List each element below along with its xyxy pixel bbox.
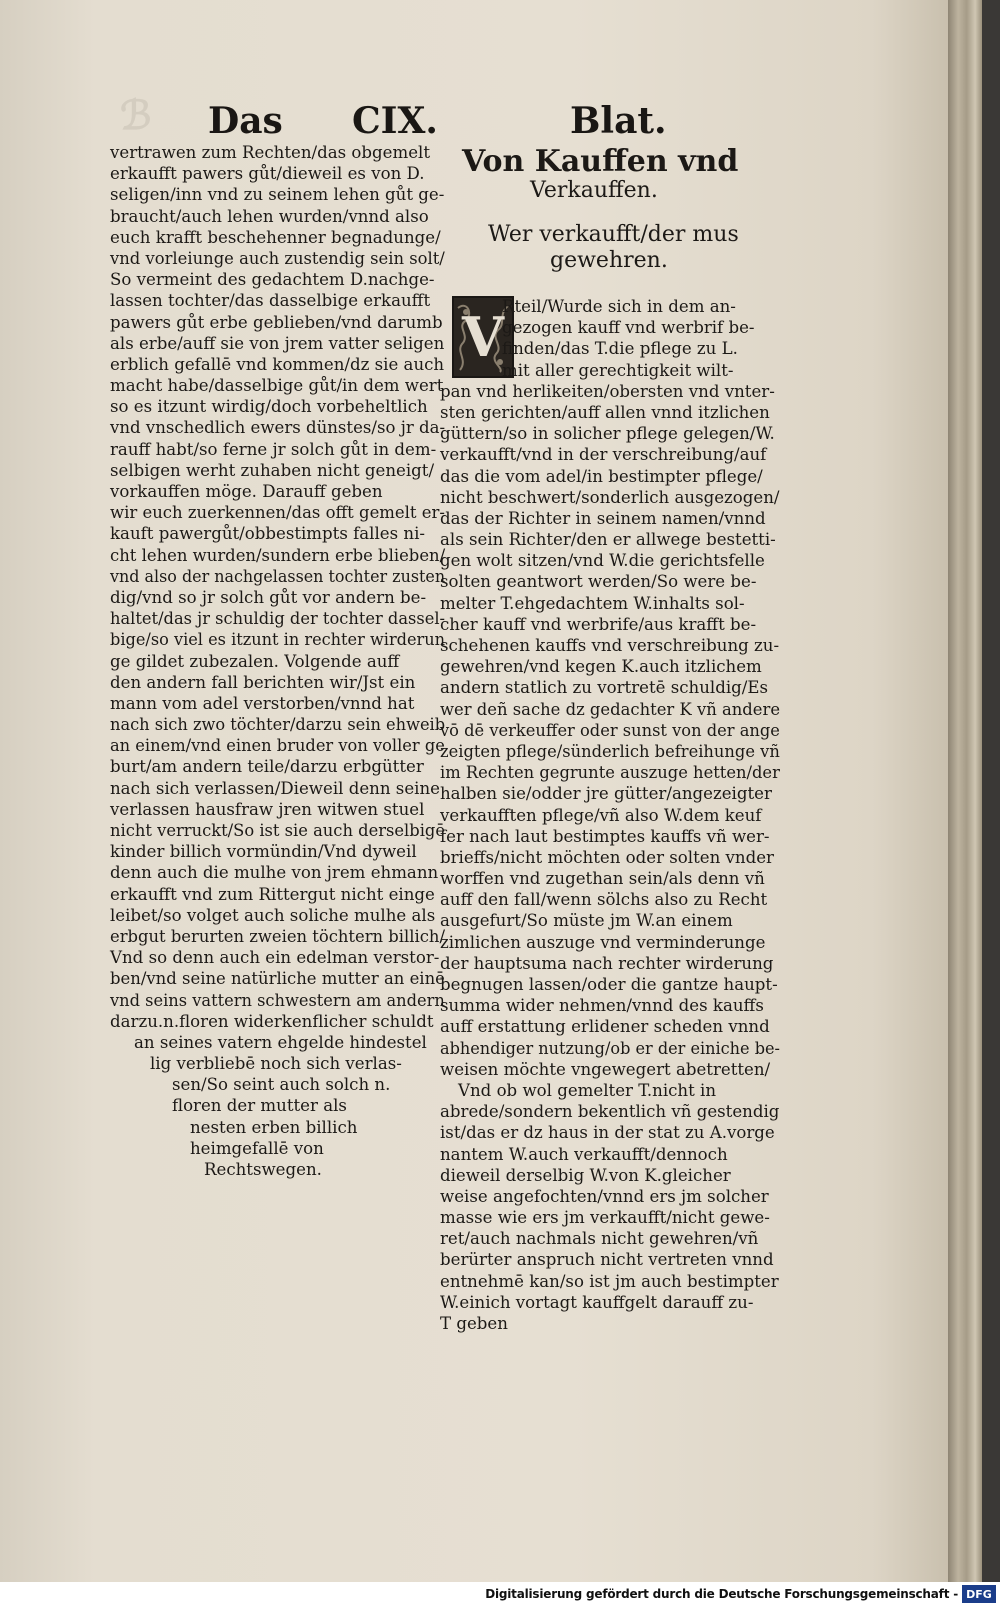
text-line: zimlichen auszuge vnd verminderunge [440, 932, 766, 952]
text-line: bige/so viel es itzunt in rechter wirderun [110, 630, 446, 650]
text-line: summa wider nehmen/vnnd des kauffs [440, 996, 764, 1016]
text-line: nesten erben billich [190, 1117, 358, 1137]
text-line: kinder billich vormündin/Vnd dyweil [110, 842, 417, 862]
text-line: sen/So seint auch solch n. [172, 1075, 391, 1095]
text-line: weisen möchte vngewegert abetretten/ [440, 1059, 771, 1079]
text-line: darzu.n.floren widerkenflicher schuldt [110, 1011, 434, 1031]
text-line: dieweil derselbig W.von K.gleicher [440, 1165, 731, 1185]
text-line: seligen/inn vnd zu seinem lehen gůt ge- [110, 185, 445, 205]
initial-letter: V [462, 305, 504, 369]
text-line: wer deñ sache dz gedachter K vñ andere [440, 699, 781, 719]
text-line: an seines vatern ehgelde hindestel [134, 1032, 427, 1052]
text-line: berürter anspruch nicht vertreten vnnd [440, 1250, 774, 1270]
text-line: so es itzunt wirdig/doch vorbeheltlich [110, 397, 428, 417]
text-line: vertrawen zum Rechten/das obgemelt [110, 143, 430, 162]
text-line: W.einich vortagt kauffgelt darauff zu- [440, 1292, 754, 1312]
footer-credit: Digitalisierung gefördert durch die Deutsche Forschungsgemeinschaft - [485, 1587, 958, 1601]
left-column [110, 142, 450, 1180]
text-line: cht lehen wurden/sundern erbe blieben/ [110, 545, 446, 565]
text-line: verlassen hausfraw jren witwen stuel [110, 799, 425, 819]
text-line: vnd vorleiunge auch zustendig sein solt/ [110, 248, 445, 268]
text-line: gewehren/vnd kegen K.auch itzlichem [440, 657, 762, 677]
text-line: T geben [440, 1314, 508, 1333]
text-line: nach sich zwo töchter/darzu sein ehweib [110, 715, 446, 735]
text-line: worffen vnd zugethan sein/als denn vñ [440, 869, 765, 889]
text-line: Rteil/Wurde sich in dem an- [502, 297, 736, 316]
text-line: ausgefurt/So müste jm W.an einem [440, 911, 733, 931]
running-head-right: Blat. [570, 100, 667, 142]
page-edge-stack [948, 0, 982, 1582]
text-line: denn auch die mulhe von jrem ehmann [110, 863, 439, 883]
text-line: den andern fall berichten wir/Jst ein [110, 672, 416, 692]
text-line: abhendiger nutzung/ob er der einiche be- [440, 1038, 780, 1058]
text-line: erkaufft vnd zum Rittergut nicht einge [110, 884, 435, 904]
book-shadow [982, 0, 1000, 1582]
text-line: nantem W.auch verkaufft/dennoch [440, 1144, 728, 1164]
text-line: burt/am andern teile/darzu erbgütter [110, 757, 424, 777]
text-line: macht habe/dasselbige gůt/in dem wert [110, 376, 444, 396]
text-line: kauft pawergůt/obbestimpts falles ni- [110, 524, 425, 544]
text-line: ge gildet zubezalen. Volgende auff [110, 651, 400, 671]
section-subtitle-continued: gewehren. [550, 248, 668, 273]
text-line: halben sie/odder jre gütter/angezeigter [440, 784, 772, 804]
text-line: Rechtswegen. [204, 1160, 322, 1179]
text-line: melter T.ehgedachtem W.inhalts sol- [440, 593, 745, 613]
section-title: Von Kauffen vnd [462, 144, 739, 179]
text-line: an einem/vnd einen bruder von voller ge [110, 736, 445, 756]
text-line: auff erstattung erlidener scheden vnnd [440, 1017, 770, 1037]
text-line: gezogen kauff vnd werbrif be- [502, 318, 755, 338]
text-line: leibet/so volget auch soliche mulhe als [110, 905, 436, 925]
text-line: entnehmē kan/so ist jm auch bestimpter [440, 1271, 779, 1291]
text-line: erbgut berurten zweien töchtern billich/ [110, 926, 445, 946]
text-line: masse wie ers jm verkaufft/nicht gewe- [440, 1208, 770, 1228]
text-line: auff den fall/wenn sölchs also zu Recht [440, 890, 768, 910]
text-line: braucht/auch lehen wurden/vnnd also [110, 206, 429, 226]
text-line: der hauptsuma nach rechter wirderung [440, 953, 774, 973]
dfg-logo: DFG [962, 1585, 996, 1603]
text-line: lig verbliebē noch sich verlas- [150, 1054, 402, 1074]
text-line: wir euch zuerkennen/das offt gemelt er- [110, 503, 445, 523]
text-line: rauff habt/so ferne jr solch gůt in dem- [110, 439, 437, 459]
text-line: nicht beschwert/sonderlich ausgezogen/ [440, 487, 780, 507]
text-line: mann vom adel verstorben/vnnd hat [110, 693, 415, 713]
text-line: cher kauff vnd werbrife/aus krafft be- [440, 614, 757, 634]
text-line: finden/das T.die pflege zu L. [502, 339, 738, 359]
text-line: verkaufft/vnd in der verschreibung/auf [440, 445, 767, 465]
text-line: erkaufft pawers gůt/dieweil es von D. [110, 164, 425, 184]
text-line: abrede/sondern bekentlich vñ gestendig [440, 1102, 780, 1122]
text-line: Vnd so denn auch ein edelman verstor- [110, 948, 440, 968]
text-line: lassen tochter/das dasselbige erkaufft [110, 291, 431, 311]
text-line: begnugen lassen/oder die gantze haupt- [440, 975, 778, 994]
text-line: schehenen kauffs vnd verschreibung zu- [440, 636, 780, 655]
text-line: pan vnd herlikeiten/obersten vnd vnter- [440, 381, 775, 401]
text-line: vnd vnschedlich ewers dünstes/so jr da- [110, 418, 446, 438]
text-line: nicht verruckt/So ist sie auch derselbigē [110, 821, 446, 840]
text-line: zeigten pflege/sünderlich befreihunge vñ [440, 741, 780, 761]
running-head-left: Das [208, 100, 283, 142]
text-line: So vermeint des gedachtem D.nachge- [110, 270, 435, 290]
text-line: das die vom adel/in bestimpter pflege/ [440, 466, 763, 486]
text-line: sten gerichten/auff allen vnnd itzlichen [440, 402, 770, 422]
text-line: ben/vnd seine natürliche mutter an einē [110, 969, 445, 989]
text-line: ret/auch nachmals nicht gewehren/vñ [440, 1229, 759, 1249]
text-line: weise angefochten/vnnd ers jm solcher [440, 1186, 769, 1206]
text-line: brieffs/nicht möchten oder solten vnder [440, 847, 774, 867]
text-line: andern statlich zu vortretē schuldig/Es [440, 678, 768, 698]
text-line: vnd also der nachgelassen tochter zusten [110, 566, 446, 586]
section-title-continued: Verkauffen. [530, 178, 658, 203]
text-line: heimgefallē von [190, 1138, 324, 1158]
section-subtitle: Wer verkaufft/der mus [488, 222, 739, 247]
text-line: pawers gůt erbe geblieben/vnd darumb [110, 312, 443, 332]
text-line: als erbe/auff sie von jrem vatter seligen [110, 333, 445, 353]
text-line: verkaufften pflege/vñ also W.dem keuf [440, 805, 762, 825]
folio-number: CIX. [352, 100, 438, 142]
text-line: floren der mutter als [172, 1096, 347, 1116]
text-line: solten geantwort werden/So were be- [440, 572, 757, 592]
text-line: im Rechten gegrunte auszuge hetten/der [440, 763, 780, 783]
text-line: vō dē verkeuffer oder sunst von der ange [440, 720, 780, 740]
text-line: ist/das er dz haus in der stat zu A.vorge [440, 1123, 775, 1143]
text-line: fer nach laut bestimptes kauffs vñ wer- [440, 826, 770, 846]
text-line: haltet/das jr schuldig der tochter dassel- [110, 609, 446, 629]
text-line: güttern/so in solicher pflege gelegen/W. [440, 424, 775, 444]
text-line: euch krafft beschehenner begnadunge/ [110, 227, 441, 247]
text-line: vnd seins vattern schwestern am andern [110, 990, 445, 1010]
text-line: erblich gefallē vnd kommen/dz sie auch [110, 354, 445, 374]
text-line: selbigen werht zuhaben nicht geneigt/ [110, 460, 435, 480]
text-line: gen wolt sitzen/vnd W.die gerichtsfelle [440, 551, 765, 571]
text-line: Vnd ob wol gemelter T.nicht in [458, 1080, 717, 1100]
text-line: als sein Richter/den er allwege bestetti- [440, 530, 776, 550]
text-line: das der Richter in seinem namen/vnnd [440, 508, 766, 528]
bleed-through-text: ℬ [120, 92, 152, 139]
right-column [440, 296, 785, 1334]
text-line: dig/vnd so jr solch gůt vor andern be- [110, 587, 427, 607]
text-line: mit aller gerechtigkeit wilt- [502, 360, 734, 380]
text-line: nach sich verlassen/Dieweil denn seine [110, 778, 440, 798]
text-line: vorkauffen möge. Darauff geben [110, 482, 383, 501]
